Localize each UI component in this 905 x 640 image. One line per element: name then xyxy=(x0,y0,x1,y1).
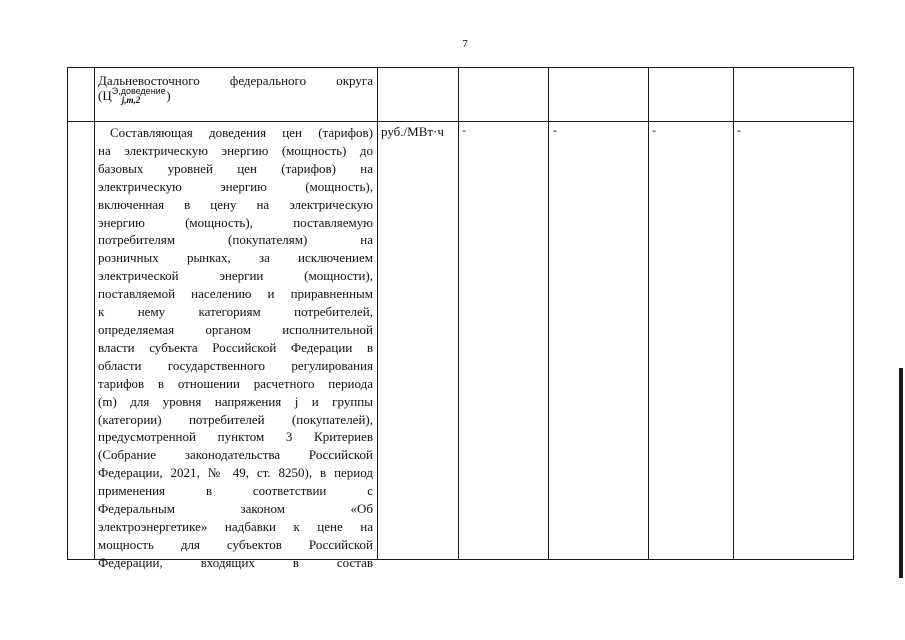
description-line: потребителям (покупателям) на xyxy=(98,232,373,248)
row-divider xyxy=(67,121,854,122)
region-label: Дальневосточного федерального округа xyxy=(98,73,373,88)
description-line: поставляемой населению и приравненным xyxy=(98,286,373,302)
column-divider xyxy=(458,67,459,559)
description-line: мощность для субъектов Российской xyxy=(98,536,373,552)
description-line: определяемая органом исполнительной xyxy=(98,321,373,337)
unit-cell: руб./МВт·ч xyxy=(381,124,444,139)
table-border-right xyxy=(853,67,854,559)
description-line: предусмотренной пунктом 3 Критериев xyxy=(98,429,373,445)
description-line: к нему категориям потребителей, xyxy=(98,304,373,320)
table-border-top xyxy=(67,67,854,68)
description-line: (категории) потребителей (покупателей), xyxy=(98,411,373,427)
description-line: области государственного регулирования xyxy=(98,357,373,373)
description-line: (Собрание законодательства Российской xyxy=(98,447,373,463)
formula-subscript: j,m,2 xyxy=(121,95,141,105)
description-line: базовых уровней цен (тарифов) на xyxy=(98,160,373,176)
formula-superscript: Э,доведение xyxy=(111,86,166,96)
formula-close: ) xyxy=(166,88,171,103)
description-line: электроэнергетике» надбавки к цене на xyxy=(98,518,373,534)
value-cell: - xyxy=(737,123,741,137)
column-divider xyxy=(94,67,95,559)
description-line: Федерации, входящих в состав xyxy=(98,554,373,570)
description-line: электрической энергии (мощности), xyxy=(98,268,373,284)
description-line: Федеральным законом «Об xyxy=(98,501,373,517)
description-line: Федерации, 2021, № 49, ст. 8250), в период xyxy=(98,465,373,481)
page-number: 7 xyxy=(462,38,468,50)
value-cell: - xyxy=(462,123,466,137)
formula-open: (Ц xyxy=(98,88,112,103)
description-line: энергию (мощность), поставляемую xyxy=(98,214,373,230)
description-line: на электрическую энергию (мощность) до xyxy=(98,142,373,158)
column-divider xyxy=(548,67,549,559)
description-line: включенная в цену на электрическую xyxy=(98,196,373,212)
description-line: Составляющая доведения цен (тарифов) xyxy=(110,125,373,140)
description-line: электрическую энергию (мощность), xyxy=(98,178,373,194)
column-divider xyxy=(648,67,649,559)
value-cell: - xyxy=(652,123,656,137)
formula-symbol xyxy=(98,88,171,104)
table-border-left xyxy=(67,67,68,559)
column-divider xyxy=(377,67,378,559)
value-cell: - xyxy=(553,123,557,137)
column-divider xyxy=(733,67,734,559)
description-line: розничных рынках, за исключением xyxy=(98,250,373,266)
description-line: (m) для уровня напряжения j и группы xyxy=(98,393,373,409)
description-line: власти субъекта Российской Федерации в xyxy=(98,339,373,355)
description-line: применения в соответствии с xyxy=(98,483,373,499)
description-line: тарифов в отношении расчетного периода xyxy=(98,375,373,391)
scan-edge-mark xyxy=(899,368,903,578)
description-cell xyxy=(98,124,373,572)
